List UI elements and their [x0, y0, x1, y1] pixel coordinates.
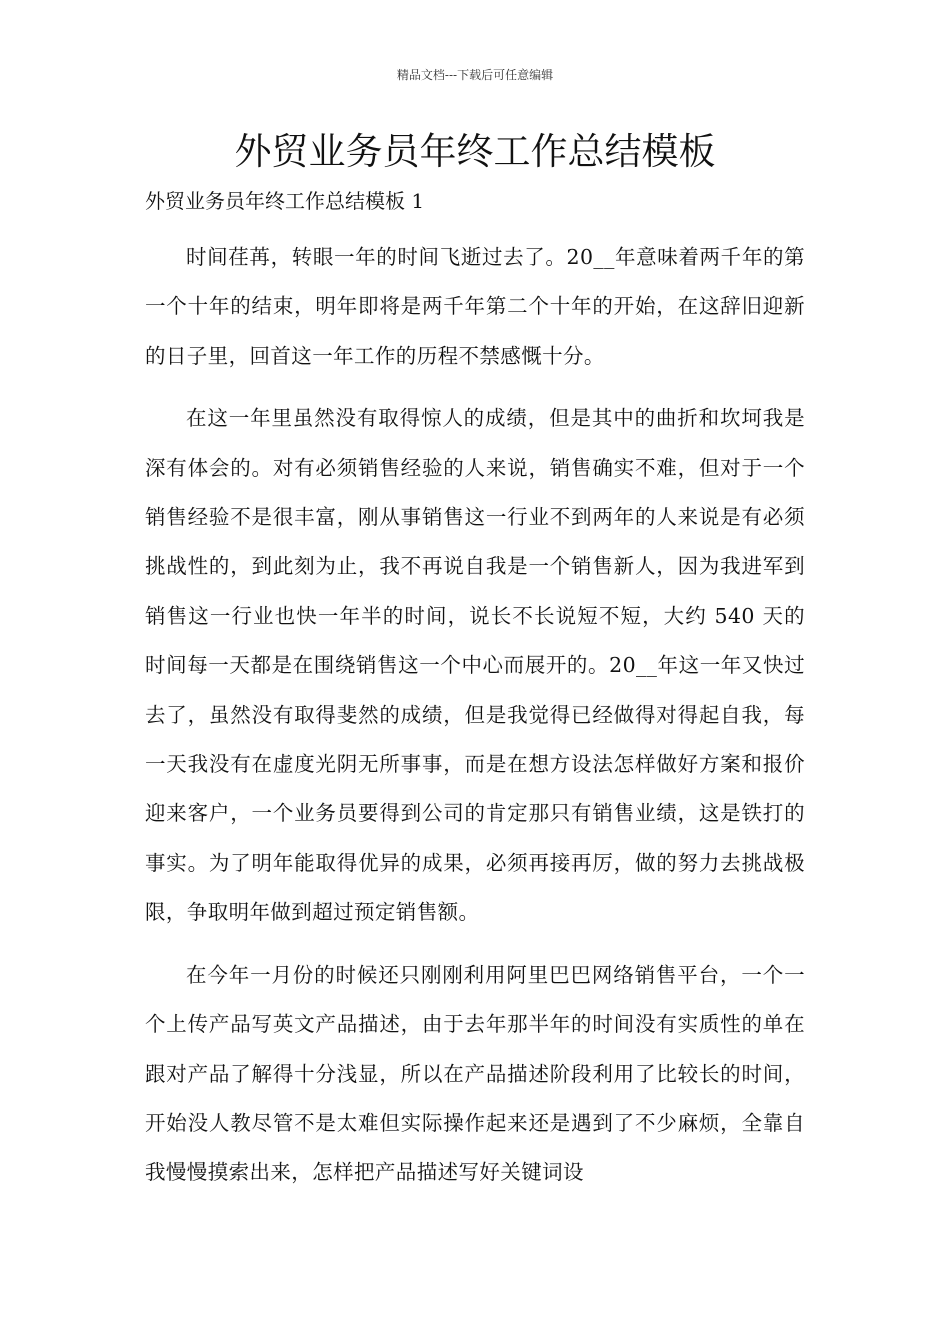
- header-note: 精品文档---下载后可任意编辑: [396, 68, 554, 82]
- paragraph: 时间荏苒，转眼一年的时间飞逝过去了。20__年意味着两千年的第一个十年的结束，明年即将是两千年第二个十年的开始，在这辞旧迎新的日子里，回首这一年工作的历程不禁感慨十分。: [145, 245, 805, 368]
- document-body: [145, 233, 805, 1211]
- paragraph: 在这一年里虽然没有取得惊人的成绩，但是其中的曲折和坎坷我是深有体会的。对有必须销售经验的人来说，销售确实不难，但对于一个销售经验不是很丰富，刚从事销售这一行业不到两年的人来说是有必须挑战性的，到此刻为止，我不再说自我是一个销售新人，因为我进军到销售这一行业也快一年半的时间，说长不长说短不短，大约 540 天的时间每一天都是在围绕销售这一个中心而展开的。20__年这一年又快过去了，虽然没有取得斐然的成绩，但是我觉得已经做得对得起自我，每一天我没有在虚度光阴无所事事，而是在想方设法怎样做好方案和报价迎来客户，一个业务员要得到公司的肯定那只有销售业绩，这是铁打的事实。为了明年能取得优异的成果，必须再接再厉，做的努力去挑战极限，争取明年做到超过预定销售额。: [145, 406, 805, 925]
- document-subtitle: 外贸业务员年终工作总结模板 1: [145, 189, 425, 213]
- document-title: 外贸业务员年终工作总结模板: [234, 130, 716, 173]
- paragraph: 在今年一月份的时候还只刚刚利用阿里巴巴网络销售平台，一个一个上传产品写英文产品描述，由于去年那半年的时间没有实质性的单在跟对产品了解得十分浅显，所以在产品描述阶段利用了比较长的时间，开始没人教尽管不是太难但实际操作起来还是遇到了不少麻烦，全靠自我慢慢摸索出来，怎样把产品描述写好关键词设: [145, 962, 805, 1185]
